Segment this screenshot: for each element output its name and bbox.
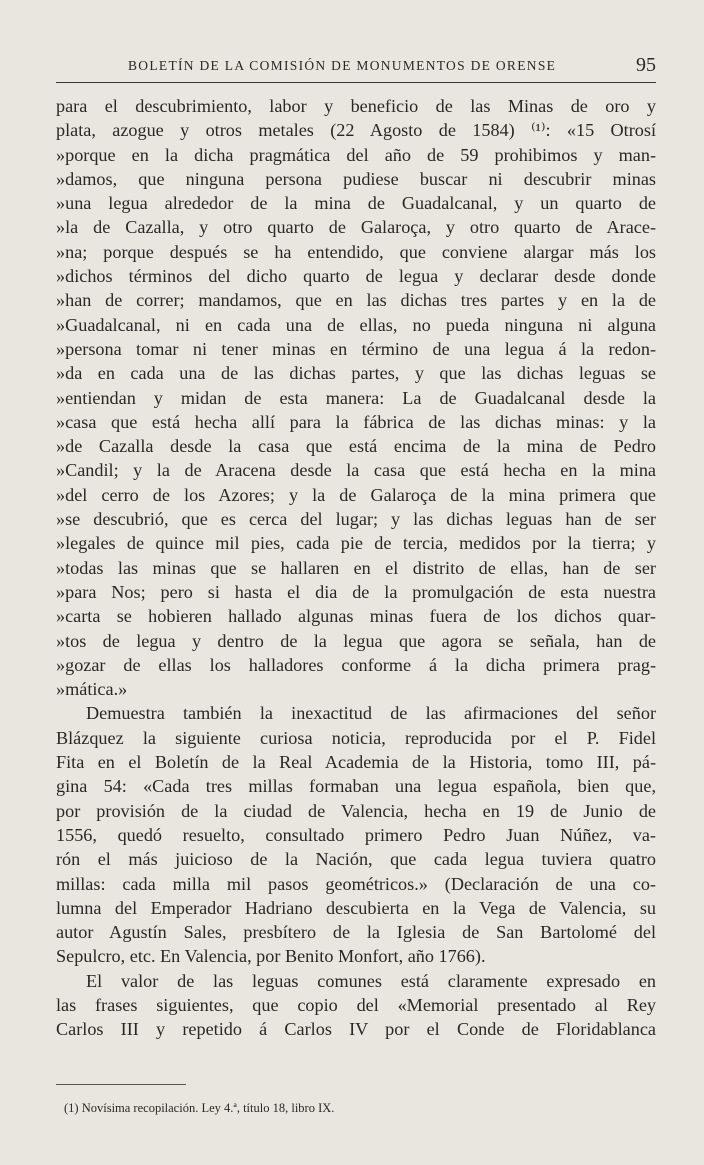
text-line: »Candil; y la de Aracena desde la casa que está hecha en la mina (56, 460, 656, 481)
text-line: Fita en el Boletín de la Real Academia de la Historia, tomo III, pá- (56, 752, 656, 773)
text-line: »han de correr; mandamos, que en las dichas tres partes y en la de (56, 290, 656, 311)
text-line: Demuestra también la inexactitud de las afirmaciones del señor (86, 703, 656, 724)
text-line: »para Nos; pero si hasta el dia de la promulgación de esta nuestra (56, 581, 656, 602)
text-line: Sepulcro, etc. En Valencia, por Benito Monfort, año 1766). (56, 946, 486, 967)
header-rule (56, 82, 656, 83)
text-line: »del cerro de los Azores; y la de Galaroça de la mina primera que (56, 484, 656, 505)
text-line: lumna del Emperador Hadriano descubierta en la Vega de Valencia, su (56, 897, 656, 918)
text-line: Blázquez la siguiente curiosa noticia, reproducida por el P. Fidel (56, 727, 656, 748)
text-line: »na; porque después se ha entendido, que conviene alargar más los (56, 241, 656, 262)
text-line: »se descubrió, que es cerca del lugar; y las dichas leguas han de ser (56, 509, 656, 530)
text-line: »mática.» (56, 679, 128, 700)
text-line: »entiendan y midan de esta manera: La de Guadalcanal desde la (56, 387, 656, 408)
text-line: rón el más juicioso de la Nación, que cada legua tuviera quatro (56, 849, 656, 870)
text-line: »casa que está hecha allí para la fábrica de las dichas minas: y la (56, 411, 656, 432)
text-line: autor Agustín Sales, presbítero de la Iglesia de San Bartolomé del (56, 922, 656, 943)
text-line: »porque en la dicha pragmática del año de 59 prohibimos y man- (56, 144, 656, 165)
text-line: »da en cada una de las dichas partes, y que las dichas leguas se (56, 363, 656, 384)
text-line: »la de Cazalla, y otro quarto de Galaroça, y otro quarto de Arace- (56, 217, 656, 238)
body-text (56, 94, 656, 1042)
text-line: las frases siguientes, que copio del «Memorial presentado al Rey (56, 994, 656, 1015)
text-line: »Guadalcanal, ni en cada una de ellas, no pueda ninguna ni alguna (56, 314, 656, 335)
text-line: por provisión de la ciudad de Valencia, hecha en 19 de Junio de (56, 800, 656, 821)
text-line: »gozar de ellas los halladores conforme á la dicha primera prag- (56, 654, 656, 675)
page-header (56, 52, 656, 82)
text-line: »carta se hobieren hallado algunas minas fuera de los dichos quar- (56, 606, 656, 627)
text-line: plata, azogue y otros metales (22 Agosto de 1584) ⁽¹⁾: «15 Otrosí (56, 120, 656, 141)
footnote-rule (56, 1084, 186, 1085)
page-number: 95 (636, 54, 656, 76)
text-line: El valor de las leguas comunes está claramente expresado en (86, 970, 656, 991)
text-line: »una legua alrededor de la mina de Guadalcanal, y un quarto de (56, 193, 656, 214)
text-line: para el descubrimiento, labor y beneficio de las Minas de oro y (56, 96, 656, 116)
text-line: millas: cada milla mil pasos geométricos.» (Declaración de una co- (56, 873, 656, 894)
text-line: »dichos términos del dicho quarto de legua y declarar desde donde (56, 266, 656, 287)
text-line: »persona tomar ni tener minas en término de una legua á la redon- (56, 338, 656, 359)
text-line: Carlos III y repetido á Carlos IV por el Conde de Floridablanca (56, 1019, 656, 1040)
text-line: »tos de legua y dentro de la legua que agora se señala, han de (56, 630, 656, 651)
text-line: »legales de quince mil pies, cada pie de tercia, medidos por la tierra; y (56, 533, 656, 554)
running-head: BOLETÍN DE LA COMISIÓN DE MONUMENTOS DE ORENSE (128, 58, 557, 73)
text-line: gina 54: «Cada tres millas formaban una legua española, bien que, (56, 776, 656, 797)
text-line: »damos, que ninguna persona pudiese buscar ni descubrir minas (56, 168, 656, 189)
text-line: »todas las minas que se hallaren en el distrito de ellas, han de ser (56, 557, 656, 578)
text-line: 1556, quedó resuelto, consultado primero Pedro Juan Núñez, va- (56, 824, 656, 845)
footnote: (1) Novísima recopilación. Ley 4.ª, título 18, libro IX. (64, 1101, 335, 1115)
text-line: »de Cazalla desde la casa que está encima de la mina de Pedro (56, 436, 656, 457)
